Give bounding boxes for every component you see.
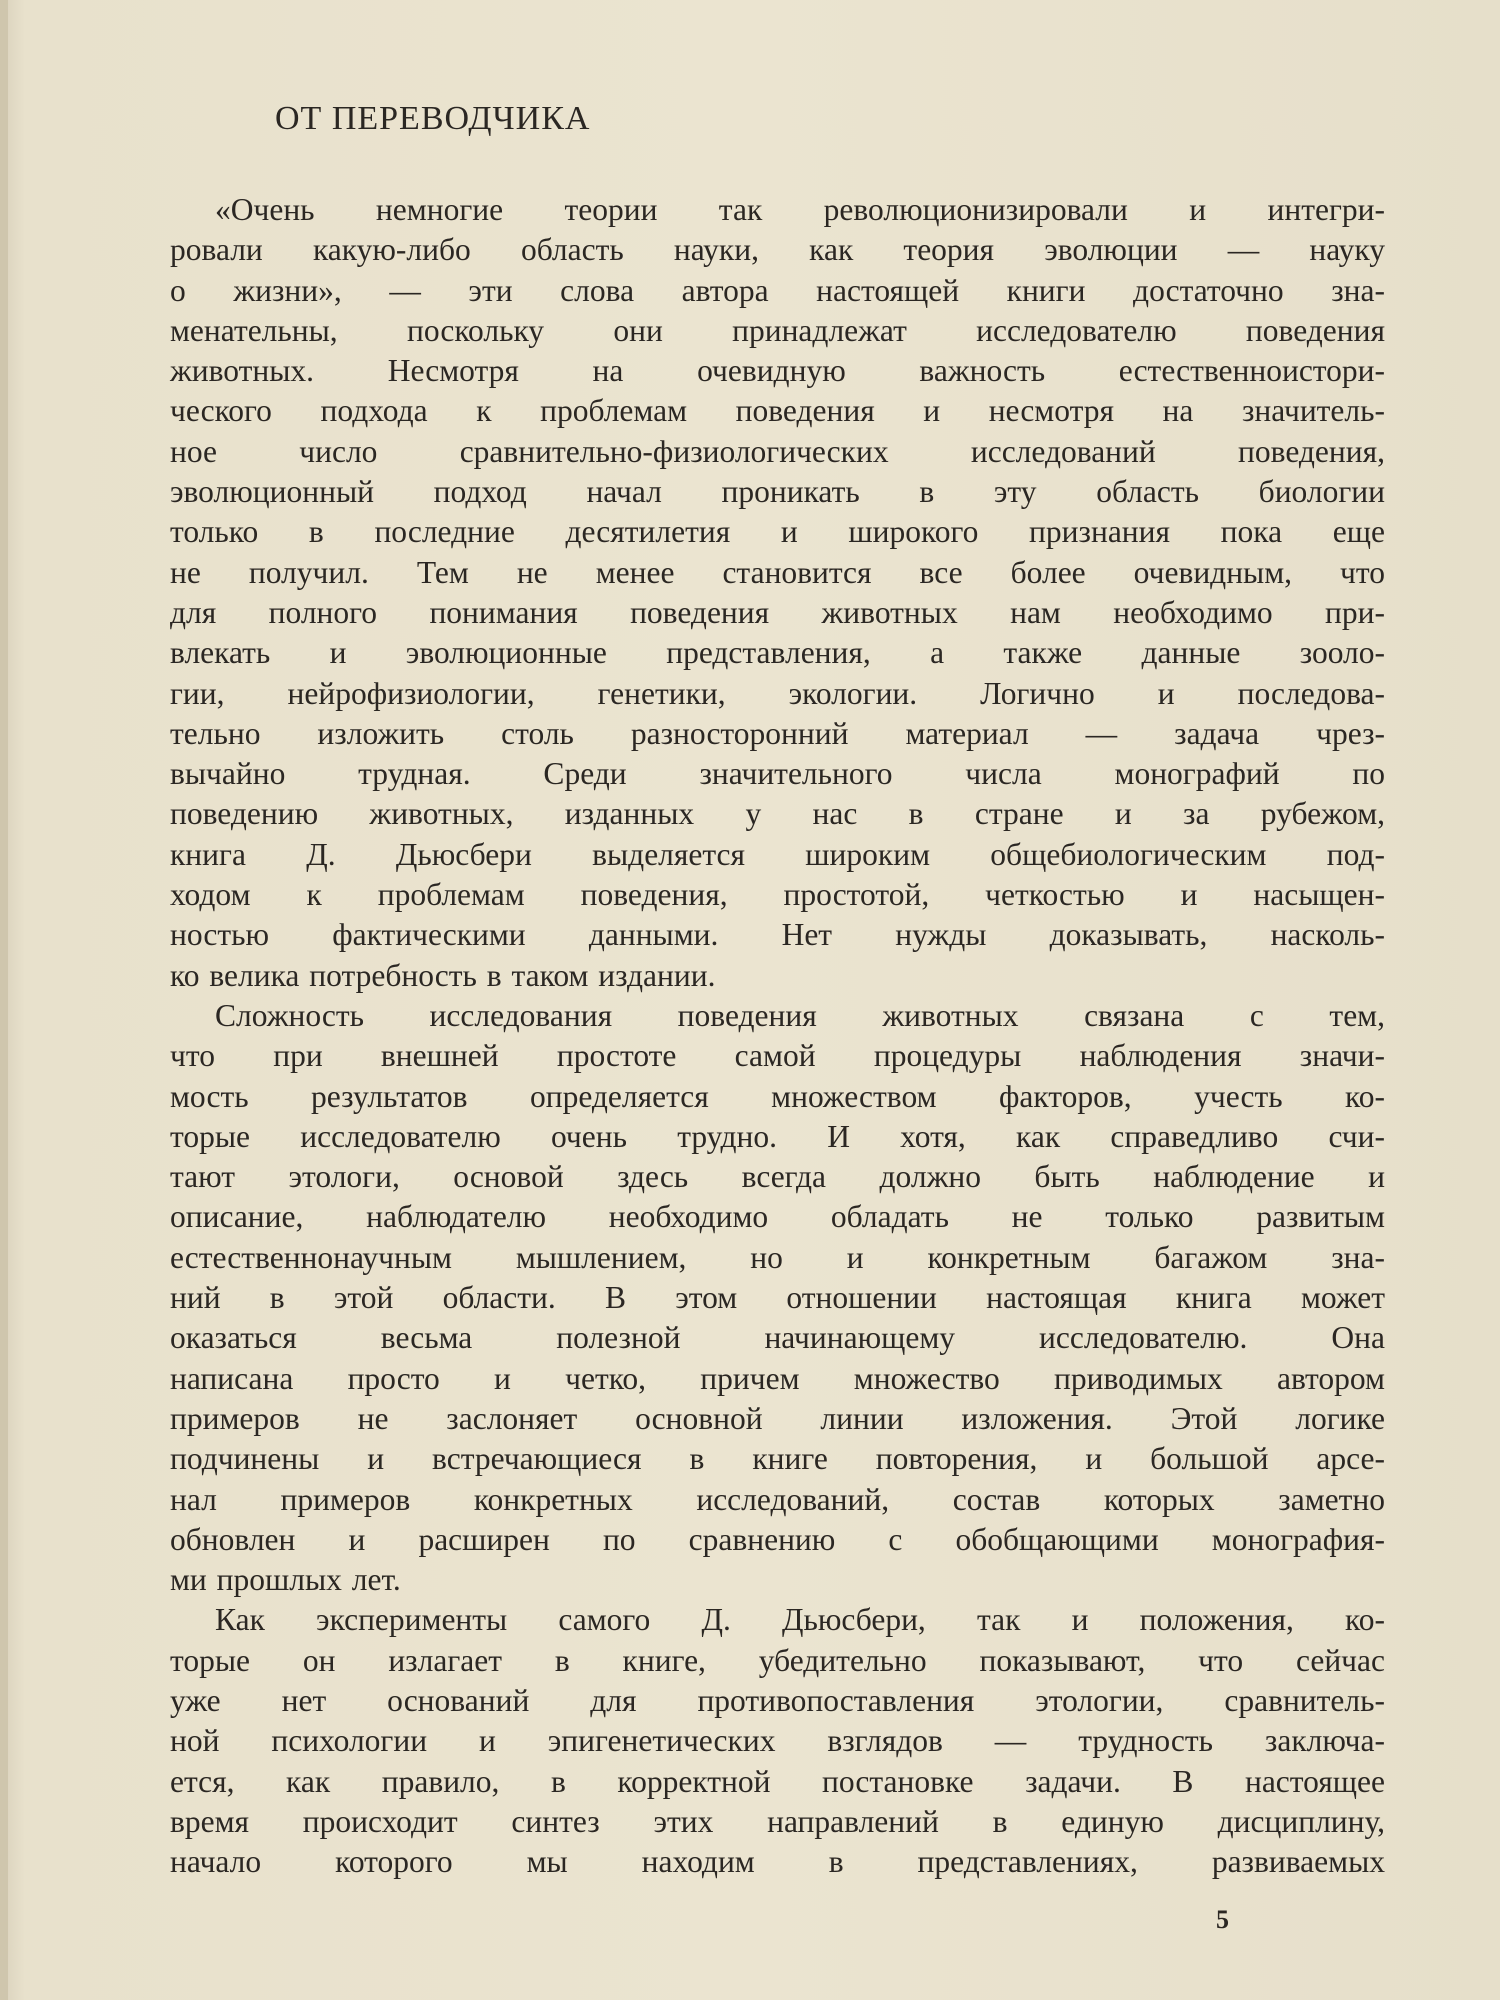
text-line: обновлен и расширен по сравнению с обобщающими монография- xyxy=(170,1521,1385,1557)
text-line: время происходит синтез этих направлений в единую дисциплину, xyxy=(170,1803,1385,1839)
text-line: ное число сравнительно-физиологических исследований поведения, xyxy=(170,433,1385,469)
chapter-title: ОТ ПЕРЕВОДЧИКА xyxy=(275,100,591,137)
text-line: тельно изложить столь разносторонний материал — задача чрез- xyxy=(170,715,1385,751)
text-line: уже нет оснований для противопоставления этологии, сравнитель- xyxy=(170,1682,1385,1718)
text-line: примеров не заслоняет основной линии изложения. Этой логике xyxy=(170,1400,1385,1436)
text-line: ко велика потребность в таком издании. xyxy=(170,957,716,993)
text-line: написана просто и четко, причем множество приводимых автором xyxy=(170,1360,1385,1396)
text-line: для полного понимания поведения животных нам необходимо при- xyxy=(170,594,1385,630)
text-line: гии, нейрофизиологии, генетики, экологии. Логично и последова- xyxy=(170,675,1385,711)
body-text xyxy=(170,190,1385,1882)
text-line: Сложность исследования поведения животных связана с тем, xyxy=(215,997,1385,1033)
text-line: только в последние десятилетия и широкого признания пока еще xyxy=(170,514,1385,550)
text-line: ной психологии и эпигенетических взглядов — трудность заключа- xyxy=(170,1723,1385,1759)
text-line: начало которого мы находим в представлениях, развиваемых xyxy=(170,1844,1385,1880)
text-line: ностью фактическими данными. Нет нужды доказывать, насколь- xyxy=(170,917,1385,953)
text-line: мость результатов определяется множеством факторов, учесть ко- xyxy=(170,1078,1385,1114)
text-line: торые исследователю очень трудно. И хотя, как справедливо счи- xyxy=(170,1118,1385,1154)
text-line: вычайно трудная. Среди значительного числа монографий по xyxy=(170,756,1385,792)
text-line: что при внешней простоте самой процедуры наблюдения значи- xyxy=(170,1038,1385,1074)
text-line: нал примеров конкретных исследований, состав которых заметно xyxy=(170,1481,1385,1517)
text-line: Как эксперименты самого Д. Дьюсбери, так и положения, ко- xyxy=(215,1602,1385,1638)
text-line: ется, как правило, в корректной постановке задачи. В настоящее xyxy=(170,1763,1385,1799)
page-edge xyxy=(0,0,8,2000)
paragraph xyxy=(170,190,1385,996)
text-line: тают этологи, основой здесь всегда должно быть наблюдение и xyxy=(170,1159,1385,1195)
text-line: естественнонаучным мышлением, но и конкретным багажом зна- xyxy=(170,1239,1385,1275)
text-line: ний в этой области. В этом отношении настоящая книга может xyxy=(170,1280,1385,1316)
text-line: ходом к проблемам поведения, простотой, четкостью и насыщен- xyxy=(170,877,1385,913)
text-line: оказаться весьма полезной начинающему исследователю. Она xyxy=(170,1320,1385,1356)
text-line: поведению животных, изданных у нас в стране и за рубежом, xyxy=(170,796,1385,832)
text-line: влекать и эволюционные представления, а также данные зооло- xyxy=(170,635,1385,671)
text-line: ческого подхода к проблемам поведения и несмотря на значитель- xyxy=(170,393,1385,429)
paragraph xyxy=(170,996,1385,1600)
text-line: описание, наблюдателю необходимо обладать не только развитым xyxy=(170,1199,1385,1235)
text-line: подчинены и встречающиеся в книге повторения, и большой арсе- xyxy=(170,1441,1385,1477)
text-line: ми прошлых лет. xyxy=(170,1562,401,1598)
text-line: о жизни», — эти слова автора настоящей книги достаточно зна- xyxy=(170,272,1385,308)
text-line: книга Д. Дьюсбери выделяется широким общебиологическим под- xyxy=(170,836,1385,872)
text-line: менательны, поскольку они принадлежат исследователю поведения xyxy=(170,312,1385,348)
text-line: ровали какую-либо область науки, как теория эволюции — науку xyxy=(170,232,1385,268)
page-number: 5 xyxy=(1216,1905,1229,1934)
text-line: эволюционный подход начал проникать в эту область биологии xyxy=(170,474,1385,510)
text-line: торые он излагает в книге, убедительно показывают, что сейчас xyxy=(170,1642,1385,1678)
paragraph xyxy=(170,1600,1385,1882)
text-line: «Очень немногие теории так революционизировали и интегри- xyxy=(215,192,1385,227)
text-line: животных. Несмотря на очевидную важность естественноистори- xyxy=(170,353,1385,389)
text-line: не получил. Тем не менее становится все более очевидным, что xyxy=(170,554,1385,590)
